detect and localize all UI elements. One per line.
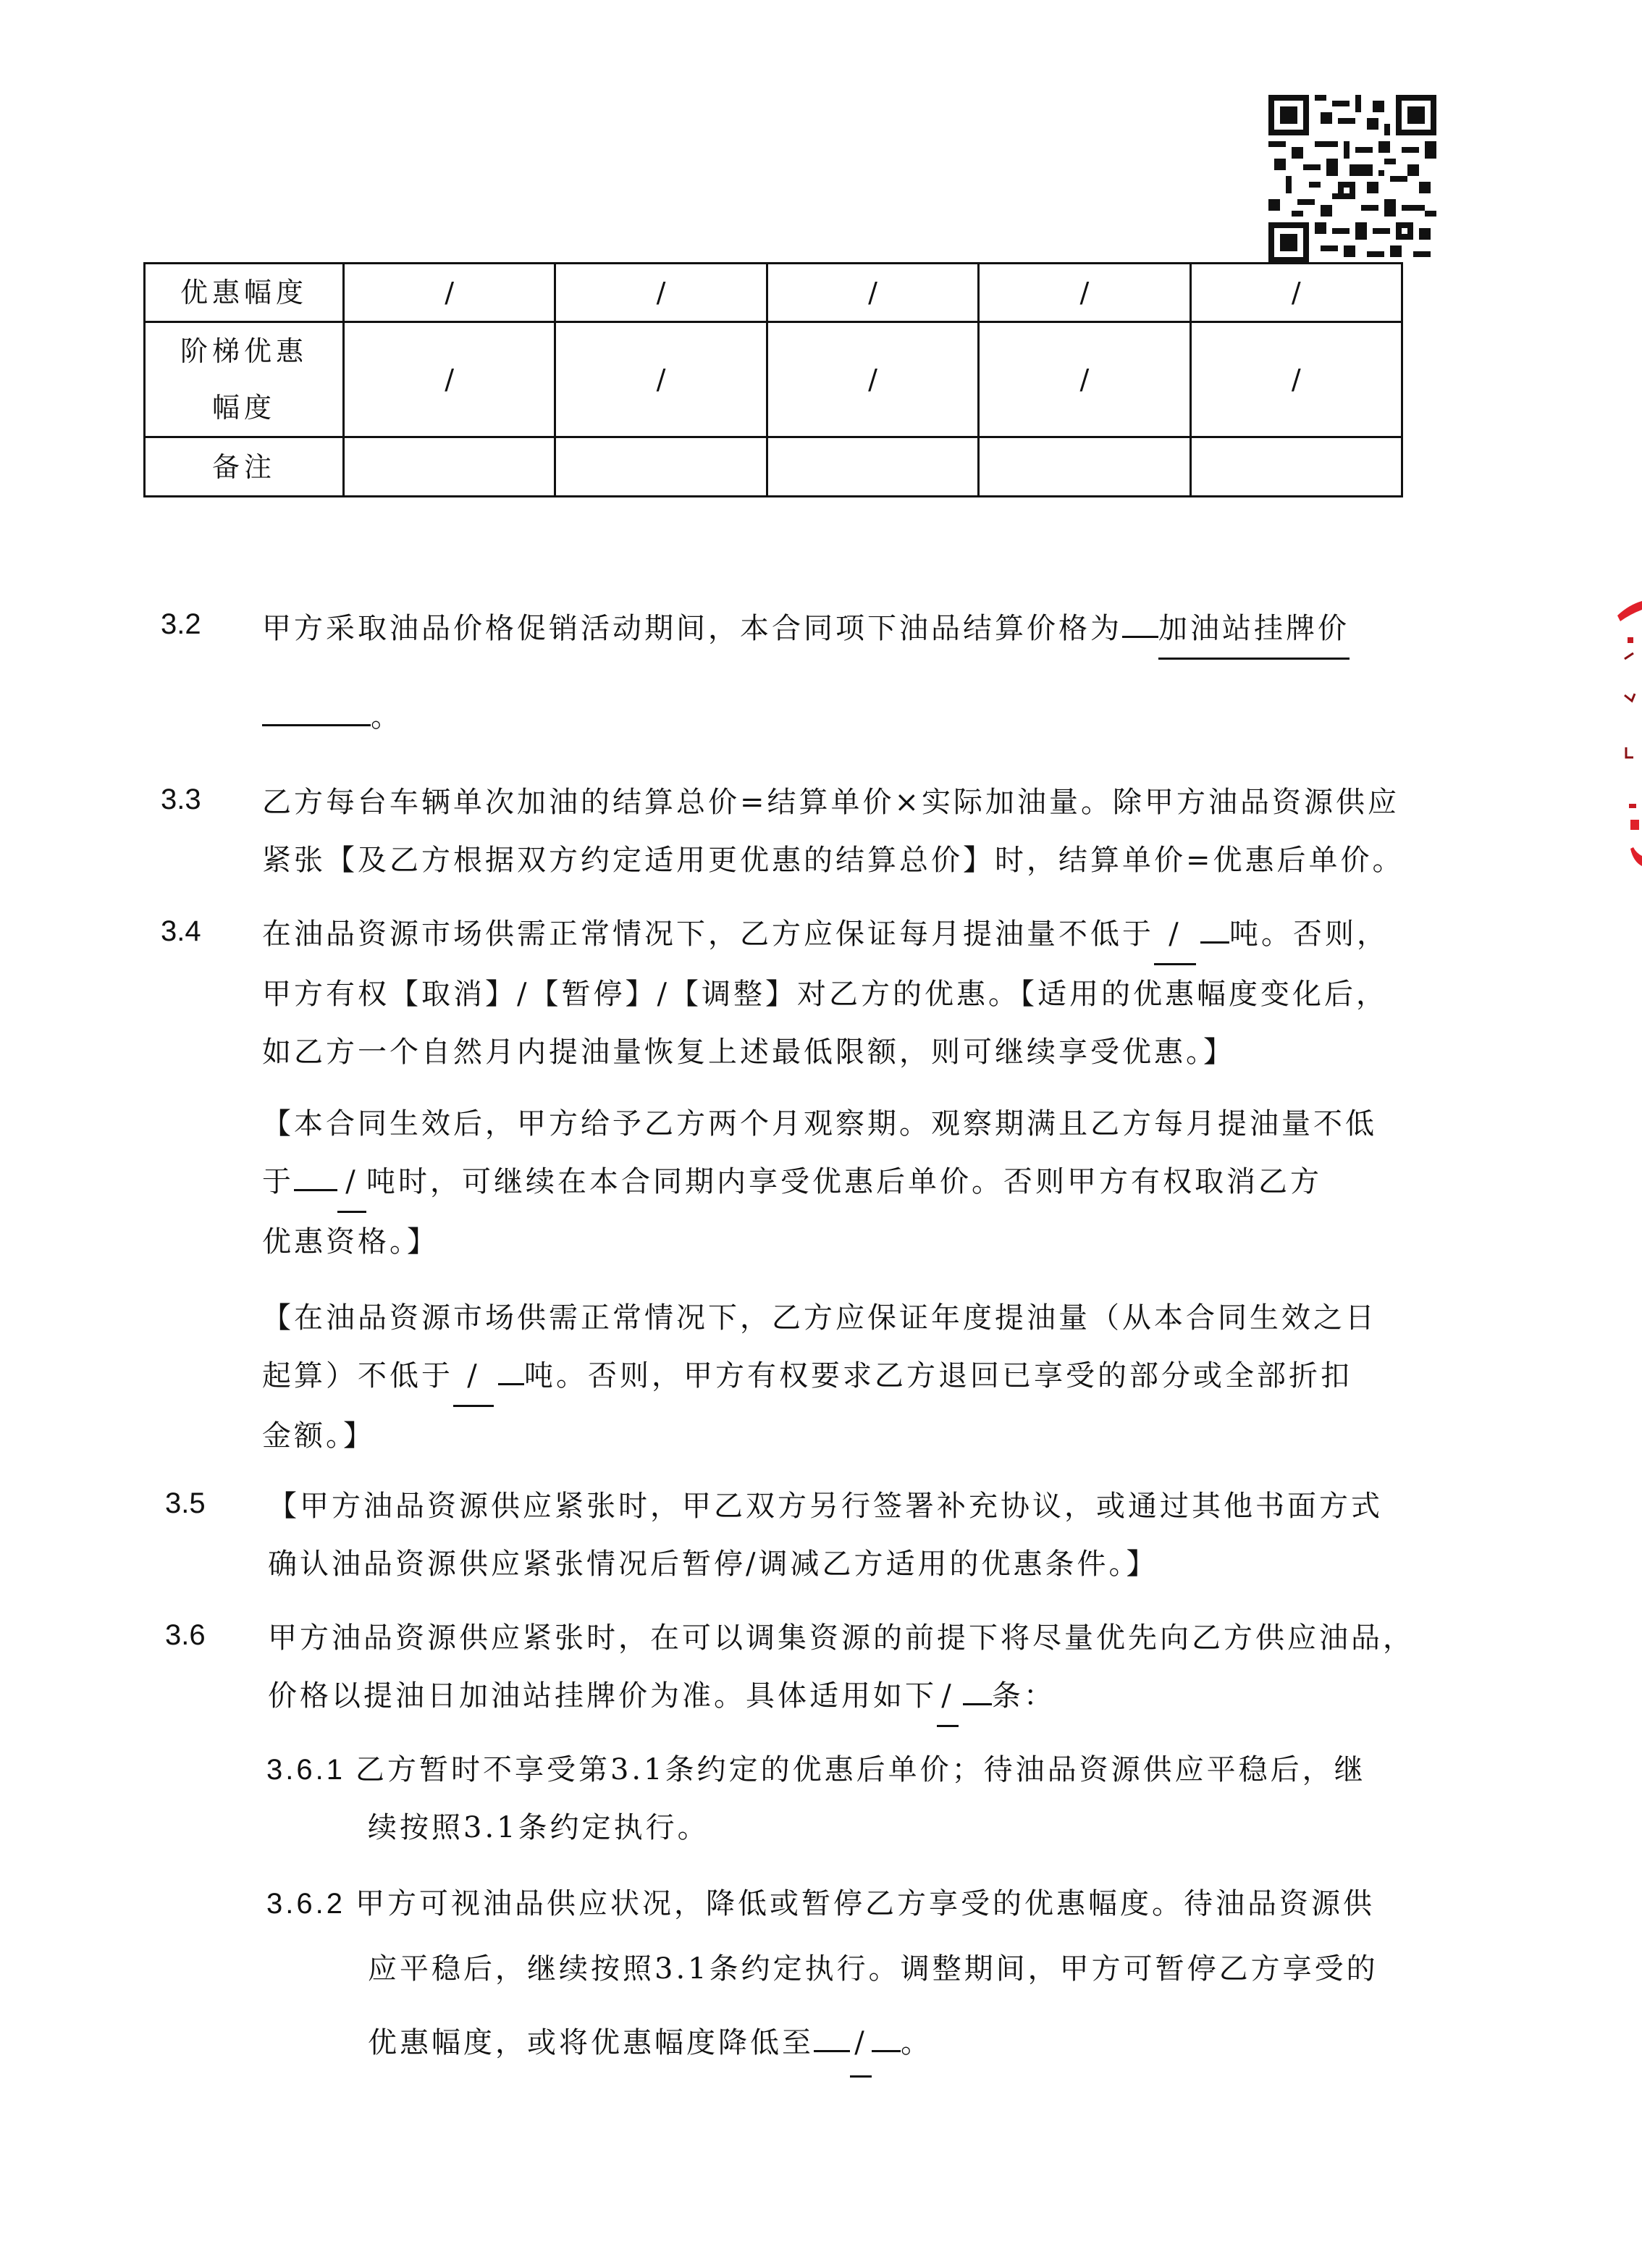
clause-3-5 (268, 1477, 1462, 1593)
clause-line: 紧张【及乙方根据双方约定适用更优惠的结算总价】时，结算单价=优惠后单价。 (262, 844, 1405, 877)
clause-text: 于 (262, 1165, 294, 1198)
clause-3-6-1 (266, 1741, 1461, 1857)
clause-text: 起算）不低于 (262, 1359, 453, 1393)
clause-line (262, 1153, 1464, 1213)
clause-line: 乙方每台车辆单次加油的结算总价=结算单价×实际加油量。除甲方油品资源供应 (262, 786, 1400, 819)
clause-line: 金额。】 (262, 1419, 375, 1453)
clause-3-3 (262, 773, 1464, 889)
clause-number: 3.6.2 (266, 1888, 345, 1920)
red-seal-fragment-icon (1593, 587, 1642, 876)
table-row (145, 264, 1402, 322)
clause-line: 【在油品资源市场供需正常情况下，乙方应保证年度提油量（从本合同生效之日 (262, 1301, 1377, 1335)
clause-line (266, 1741, 1461, 1799)
clause-text: 。 (371, 700, 403, 734)
clause-text: 乙方暂时不享受第3.1条约定的优惠后单价；待油品资源供应平稳后，继 (355, 1753, 1366, 1786)
clause-number: 3.3 (161, 784, 201, 815)
clause-text: 优惠幅度，或将优惠幅度降低至 (368, 2026, 814, 2059)
clause-line: 续按照3.1条约定执行。 (368, 1811, 710, 1844)
clause-text: 。 (901, 2026, 932, 2059)
blank-line (872, 2017, 901, 2052)
table-cell (344, 437, 555, 497)
discount-table (143, 262, 1403, 497)
blank-line (963, 1670, 992, 1705)
table-cell: / (344, 264, 555, 322)
clause-number: 3.5 (165, 1487, 206, 1519)
clause-3-4 (262, 905, 1464, 1081)
table-cell: / (979, 322, 1190, 437)
blank-line (814, 2017, 850, 2052)
filled-value: / (337, 1153, 366, 1213)
clause-line (266, 1871, 1461, 1936)
blank-line (498, 1350, 524, 1385)
clause-3-6 (268, 1609, 1470, 1727)
seal-stamp (1593, 587, 1642, 876)
row-label: 备注 (145, 437, 344, 497)
clause-number: 3.6.1 (266, 1754, 345, 1786)
blank-line (1122, 636, 1158, 638)
table-cell (555, 437, 767, 497)
clause-line: 确认油品资源供应紧张情况后暂停/调减乙方适用的优惠条件。】 (268, 1547, 1158, 1581)
table-cell (1190, 437, 1402, 497)
clause-line (262, 1347, 1464, 1407)
clause-text: 价格以提油日加油站挂牌价为准。具体适用如下 (268, 1679, 937, 1713)
qr-code (1268, 95, 1436, 263)
clause-line: 甲方油品资源供应紧张时，在可以调集资源的前提下将尽量优先向乙方供应油品， (268, 1621, 1415, 1655)
table-cell (767, 437, 978, 497)
row-label: 优惠幅度 (145, 264, 344, 322)
filled-value: 加油站挂牌价 (1158, 600, 1350, 660)
table-cell: / (555, 264, 767, 322)
clause-3-4-observation (262, 1095, 1464, 1271)
clause-line (266, 2010, 1461, 2078)
clause-text: 甲方可视油品供应状况，降低或暂停乙方享受的优惠幅度。待油品资源供 (355, 1887, 1375, 1920)
clause-line: 优惠资格。】 (262, 1225, 439, 1259)
clause-line (268, 1667, 1470, 1727)
clause-3-4-annual (262, 1289, 1464, 1465)
clause-3-6-2 (266, 1871, 1461, 2078)
table-row (145, 322, 1402, 437)
clause-line: 【本合同生效后，甲方给予乙方两个月观察期。观察期满且乙方每月提油量不低 (262, 1107, 1377, 1141)
clause-text: 吨。否则，甲方有权要求乙方退回已享受的部分或全部折扣 (524, 1359, 1352, 1393)
clause-line: 如乙方一个自然月内提油量恢复上述最低限额，则可继续享受优惠。】 (262, 1036, 1235, 1069)
clause-number: 3.2 (161, 608, 201, 640)
clause-text: 甲方采取油品价格促销活动期间，本合同项下油品结算价格为 (262, 612, 1122, 645)
blank-line (262, 691, 371, 726)
filled-value: / (850, 2010, 872, 2078)
clause-text: 吨时，可继续在本合同期内享受优惠后单价。否则甲方有权取消乙方 (366, 1165, 1322, 1198)
qr-code-icon (1268, 95, 1436, 263)
clause-text: 吨。否则， (1229, 917, 1389, 951)
clause-3-2-end (262, 688, 403, 746)
filled-value: / (453, 1347, 494, 1407)
table-cell: / (1190, 264, 1402, 322)
table-cell: / (979, 264, 1190, 322)
blank-line (1200, 908, 1229, 944)
clause-number: 3.6 (165, 1619, 206, 1651)
clause-line: 【甲方油品资源供应紧张时，甲乙双方另行签署补充协议，或通过其他书面方式 (268, 1490, 1383, 1523)
filled-value: / (937, 1667, 959, 1727)
clause-text: 条： (992, 1679, 1056, 1713)
clause-line (262, 905, 1464, 965)
table-row (145, 437, 1402, 497)
blank-line (294, 1156, 337, 1191)
row-label (145, 322, 344, 437)
table-cell: / (344, 322, 555, 437)
table-cell (979, 437, 1190, 497)
clause-text: 在油品资源市场供需正常情况下，乙方应保证每月提油量不低于 (262, 917, 1154, 951)
table-cell: / (1190, 322, 1402, 437)
row-label-line: 幅度 (211, 392, 276, 424)
table-cell: / (555, 322, 767, 437)
table-cell: / (767, 322, 978, 437)
row-label-line: 阶梯优惠 (180, 335, 308, 367)
clause-number: 3.4 (161, 915, 201, 947)
clause-line: 应平稳后，继续按照3.1条约定执行。调整期间，甲方可暂停乙方享受的 (368, 1952, 1378, 1986)
filled-value: / (1154, 905, 1196, 965)
clause-line: 甲方有权【取消】/【暂停】/【调整】对乙方的优惠。【适用的优惠幅度变化后， (262, 978, 1388, 1011)
table-cell: / (767, 264, 978, 322)
clause-3-2 (262, 600, 1449, 660)
